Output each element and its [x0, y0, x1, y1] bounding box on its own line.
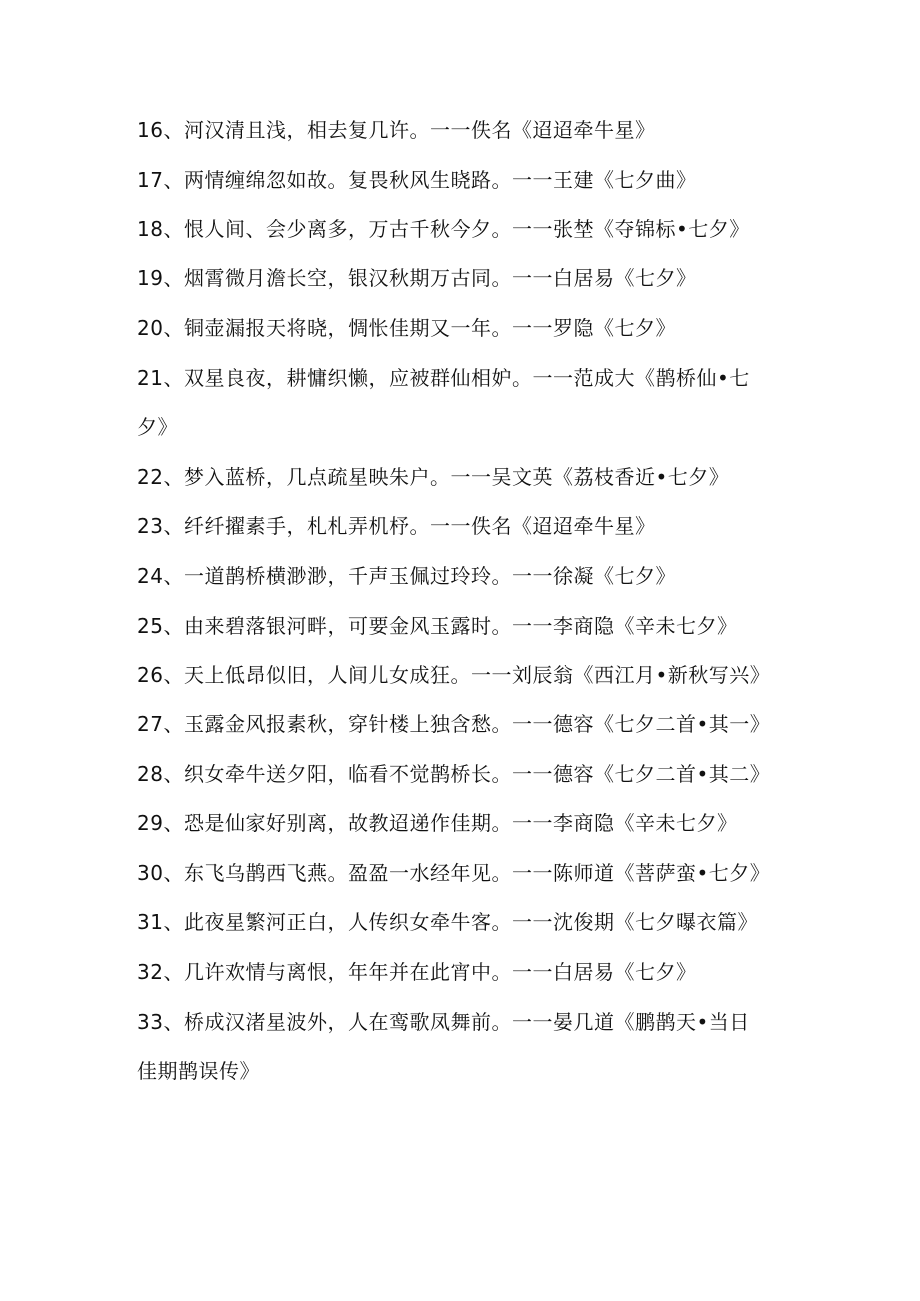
quote-line-26: 26、天上低昂似旧，人间儿女成狂。一一刘辰翁《西江月•新秋写兴》 — [137, 663, 771, 687]
quote-line-28: 28、织女牵牛送夕阳，临看不觉鹊桥长。一一德容《七夕二首•其二》 — [137, 762, 771, 786]
quote-line-30: 30、东飞乌鹊西飞燕。盈盈一水经年见。一一陈师道《菩萨蛮•七夕》 — [137, 861, 771, 885]
quote-line-20: 20、铜壶漏报天将晓，惆怅佳期又一年。一一罗隐《七夕》 — [137, 316, 676, 340]
quote-line-33: 33、桥成汉渚星波外，人在鸾歌凤舞前。一一晏几道《鹏鹊天•当日 — [137, 1010, 750, 1034]
quote-line-23: 23、纤纤擢素手，札札弄机杼。一一佚名《迢迢牵牛星》 — [137, 514, 656, 538]
quote-line-24: 24、一道鹊桥横渺渺，千声玉佩过玲玲。一一徐凝《七夕》 — [137, 564, 676, 588]
quote-line-16: 16、河汉清且浅，相去复几许。一一佚名《迢迢牵牛星》 — [137, 118, 656, 142]
quote-line-19: 19、烟霄微月澹长空，银汉秋期万古同。一一白居易《七夕》 — [137, 266, 697, 290]
quote-line-21-continued: 夕》 — [137, 415, 178, 439]
quote-line-31: 31、此夜星繁河正白，人传织女牵牛客。一一沈俊期《七夕曝衣篇》 — [137, 910, 758, 934]
quote-line-25: 25、由来碧落银河畔，可要金风玉露时。一一李商隐《辛未七夕》 — [137, 614, 738, 638]
quote-line-22: 22、梦入蓝桥，几点疏星映朱户。一一吴文英《荔枝香近•七夕》 — [137, 465, 730, 489]
quote-line-18: 18、恨人间、会少离多，万古千秋今夕。一一张埜《夺锦标•七夕》 — [137, 217, 750, 241]
quote-line-17: 17、两情缠绵忽如故。复畏秋风生晓路。一一王建《七夕曲》 — [137, 168, 697, 192]
quote-line-29: 29、恐是仙家好别离，故教迢递作佳期。一一李商隐《辛未七夕》 — [137, 811, 738, 835]
quote-line-32: 32、几许欢情与离恨，年年并在此宵中。一一白居易《七夕》 — [137, 960, 697, 984]
quote-line-27: 27、玉露金风报素秋，穿针楼上独含愁。一一德容《七夕二首•其一》 — [137, 712, 771, 736]
quote-line-33-continued: 佳期鹊误传》 — [137, 1059, 260, 1083]
quote-line-21: 21、双星良夜，耕慵织懒，应被群仙相妒。一一范成大《鹊桥仙•七 — [137, 366, 750, 390]
